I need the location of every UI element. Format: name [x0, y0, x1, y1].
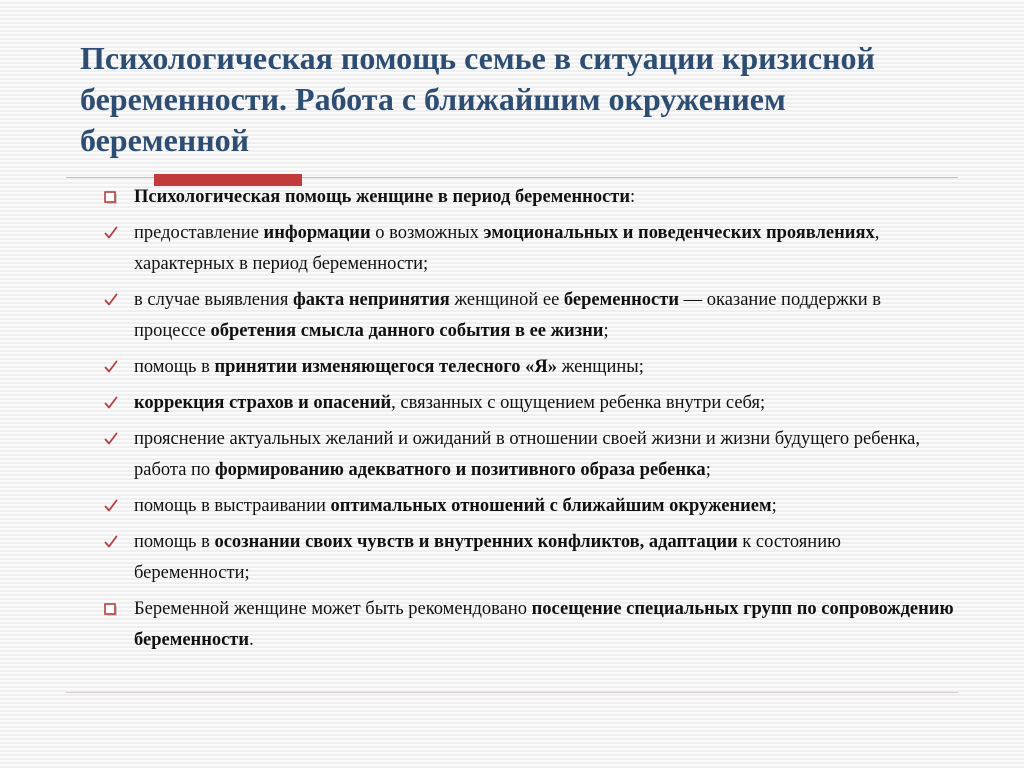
bullet-text	[134, 429, 920, 480]
bullet-item	[104, 388, 954, 419]
bullet-text-run: предоставление	[134, 223, 264, 243]
bullet-text	[134, 223, 879, 274]
bullet-text	[134, 290, 881, 341]
bullet-text-bold: Психологическая помощь женщине в период беременности	[134, 187, 631, 207]
bullet-text	[134, 599, 954, 650]
bullet-text-run: Беременной женщине может быть рекомендовано	[134, 599, 532, 619]
bullet-item	[104, 285, 954, 347]
bullet-text-bold: принятии изменяющегося телесного «Я»	[214, 357, 557, 377]
bullet-list	[104, 182, 954, 661]
slide-title: Психологическая помощь семье в ситуации кризисной беременности. Работа с ближайшим окружением беременной	[80, 40, 875, 158]
bullet-item	[104, 218, 954, 280]
check-bullet-icon	[104, 352, 126, 383]
bullet-text-run: в случае выявления	[134, 290, 293, 310]
check-bullet-icon	[104, 491, 126, 522]
check-bullet-icon	[104, 388, 126, 419]
bullet-text-run: ;	[603, 321, 609, 341]
bullet-item	[104, 527, 954, 589]
bullet-text-run: помощь в	[134, 532, 215, 552]
bullet-text	[134, 187, 635, 207]
bullet-text-bold: оптимальных отношений с ближайшим окружением	[330, 496, 772, 516]
bullet-text-bold: факта непринятия	[292, 290, 450, 310]
bullet-text-run: прояснение актуальных желаний и ожиданий в отношении своей жизни и жизни будущего ребенка, работа по	[134, 429, 921, 480]
bullet-text	[134, 357, 644, 377]
bullet-item	[104, 594, 954, 656]
bullet-text-bold: обретения смысла данного события в ее жизни	[210, 321, 604, 341]
bullet-text-run: женщины;	[556, 357, 644, 377]
bullet-text	[134, 532, 841, 583]
bullet-text-bold: коррекция страхов и опасений	[134, 393, 392, 413]
bullet-text-run: к состоянию беременности;	[134, 532, 841, 583]
bullet-text-run: .	[249, 630, 254, 650]
bullet-text-run: помощь в выстраивании	[134, 496, 331, 516]
bullet-text-run: , связанных с ощущением ребенка внутри себя;	[391, 393, 766, 413]
bullet-item	[104, 424, 954, 486]
bullet-item	[104, 352, 954, 383]
bullet-text-bold: информации	[263, 223, 371, 243]
bullet-text-run: — оказание поддержки в процессе	[134, 290, 881, 341]
bullet-text-bold: беременности	[563, 290, 679, 310]
check-bullet-icon	[104, 527, 126, 558]
square-bullet-icon	[104, 182, 126, 213]
bullet-item	[104, 182, 954, 213]
bullet-text-bold: эмоциональных и поведенческих проявлениях	[483, 223, 875, 243]
bullet-text-run: ;	[705, 460, 711, 480]
bullet-text-bold: посещение специальных групп по сопровождению беременности	[134, 599, 954, 650]
bullet-text-bold: формированию адекватного и позитивного образа ребенка	[214, 460, 706, 480]
bullet-item	[104, 491, 954, 522]
bullet-text-bold: осознании своих чувств и внутренних конфликтов, адаптации	[214, 532, 738, 552]
bullet-text-run: женщиной ее	[449, 290, 564, 310]
bullet-text-run: , характерных в период беременности;	[134, 223, 880, 274]
bullet-text	[134, 393, 765, 413]
bullet-text	[134, 496, 777, 516]
square-bullet-icon	[104, 594, 126, 625]
check-bullet-icon	[104, 285, 126, 316]
bullet-text-run: ;	[771, 496, 777, 516]
bullet-text-run: о возможных	[370, 223, 484, 243]
bullet-text-run: помощь в	[134, 357, 215, 377]
check-bullet-icon	[104, 424, 126, 455]
footer-divider	[66, 692, 958, 693]
bullet-text-run: :	[630, 187, 636, 207]
check-bullet-icon	[104, 218, 126, 249]
